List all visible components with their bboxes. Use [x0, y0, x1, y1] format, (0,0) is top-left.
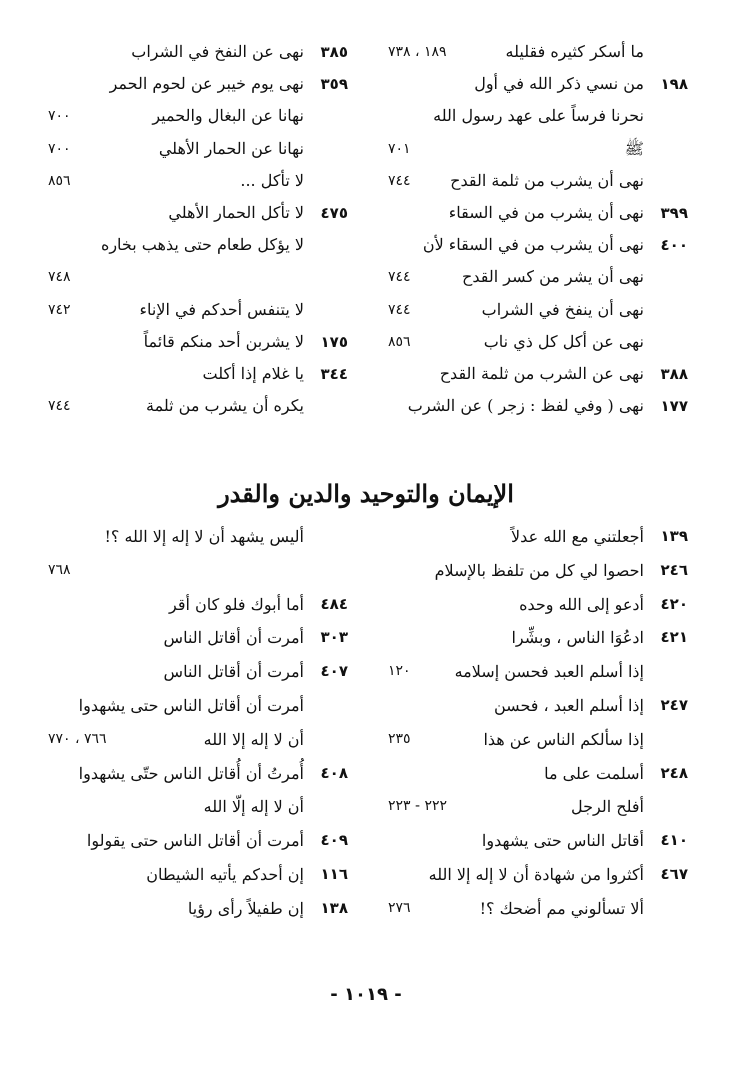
index-entry [388, 68, 688, 100]
entry-number: ٤٠٩ [320, 831, 348, 850]
index-entry [388, 36, 688, 68]
entry-text: ﷺ [624, 138, 644, 158]
index-entry [48, 390, 348, 422]
entry-text: إن طفيلاً رأى رؤيا [187, 898, 304, 918]
entry-page-ref: ٢٣٥ [388, 730, 411, 747]
section-heading: الإيمان والتوحيد والدين والقدر [218, 479, 514, 508]
entry-number: ٤٨٤ [320, 594, 348, 613]
entry-number: ٤٢١ [660, 628, 688, 647]
entry-page-ref: ٢٧٦ [388, 899, 411, 916]
entry-text: نهى أن يشرب من في السقاء [448, 202, 644, 222]
entry-text: أن لا إله إلّا الله [203, 797, 304, 817]
index-entry [388, 165, 688, 197]
entry-number: ٣٥٩ [320, 75, 348, 94]
index-entry [48, 358, 348, 390]
index-entry [388, 358, 688, 390]
entry-text: أسلمت على ما [544, 763, 644, 783]
index-entry [388, 723, 688, 757]
entry-text: نهانا عن البغال والحمير [152, 106, 304, 126]
entry-page-ref: ٧٦٦ ، ٧٧٠ [48, 730, 107, 747]
entry-text: نهى يوم خيبر عن لحوم الحمر [109, 74, 304, 94]
entry-text: أجعلتني مع الله عدلاً [511, 527, 644, 546]
entry-number: ٤٧٥ [320, 203, 348, 222]
index-entry [48, 36, 348, 68]
entry-page-ref: ٧٤٤ [388, 301, 411, 318]
index-entry [48, 294, 348, 326]
entry-page-ref: ٧٤٤ [388, 269, 411, 286]
entry-number: ٢٤٧ [660, 695, 688, 714]
index-entry [48, 68, 348, 100]
entry-text: نهى عن الشرب من ثلمة القدح [439, 363, 644, 383]
entry-number: ٤٠٠ [660, 236, 688, 255]
entry-number: ٣٤٤ [320, 364, 348, 383]
entry-text: نهى ( وفي لفظ : زجر ) عن الشرب [407, 396, 644, 416]
entry-text: نهى أن يشرب من في السقاء لأن [422, 235, 644, 255]
entry-number: ١٧٧ [660, 397, 688, 416]
index-entry [388, 390, 688, 422]
entry-page-ref: ٧٠٠ [48, 108, 71, 125]
index-entry [388, 689, 688, 723]
entry-page-ref: ٧٤٤ [388, 172, 411, 189]
index-entry [388, 858, 688, 892]
index-entry [388, 824, 688, 858]
entry-number: ١١٦ [320, 864, 348, 883]
index-entry [388, 229, 688, 261]
entry-text: نهى أن ينفخ في الشراب [481, 299, 644, 319]
entry-page-ref: ٨٥٦ [48, 172, 71, 189]
entry-text: أمرت أن أقاتل الناس [163, 662, 304, 682]
entry-number: ١٣٨ [320, 898, 348, 917]
entry-page-ref: ٧٤٢ [48, 301, 71, 318]
index-entry [388, 892, 688, 926]
entry-page-ref: ٨٥٦ [388, 333, 411, 350]
entry-number: ٢٤٦ [660, 560, 688, 579]
entry-number: ٣٩٩ [660, 203, 688, 222]
entry-number: ٣٨٨ [660, 364, 688, 383]
index-entry [48, 655, 348, 689]
index-entry [48, 261, 348, 293]
entry-text: أما أبوك فلو كان أقر [169, 594, 304, 614]
index-entry [48, 824, 348, 858]
index-entry [48, 723, 348, 757]
entry-number: ٤١٠ [660, 831, 688, 850]
index-entry [388, 588, 688, 622]
lower-right-column [388, 520, 688, 926]
entry-text: ألا تسألوني مم أضحك ؟! [479, 898, 644, 918]
entry-number: ٢٤٨ [660, 763, 688, 782]
entry-text: من نسي ذكر الله في أول [474, 74, 644, 94]
entry-number: ٤٠٨ [320, 763, 348, 782]
index-entry [388, 133, 688, 165]
entry-text: يا غلام إذا أكلت [202, 363, 304, 383]
entry-number: ٤٠٧ [320, 662, 348, 681]
index-entry [48, 520, 348, 554]
entry-text: أدعو إلى الله وحده [519, 594, 644, 614]
entry-number: ١٧٥ [320, 332, 348, 351]
entry-page-ref: ٧٦٨ [48, 561, 71, 578]
entry-number: ١٣٩ [660, 527, 688, 545]
entry-text: لا يشربن أحد منكم قائماً [143, 331, 304, 351]
entry-text: احصوا لي كل من تلفظ بالإسلام [434, 560, 644, 580]
entry-text: أُمرتُ أن أُقاتل الناس حتّى يشهدوا [78, 763, 304, 783]
entry-page-ref: ١٢٠ [388, 663, 411, 680]
entry-text: يكره أن يشرب من ثلمة [146, 396, 304, 416]
entry-page-ref: ٢٢٢ - ٢٢٣ [388, 798, 448, 815]
entry-page-ref: ٧٠٠ [48, 140, 71, 157]
entry-text: أفلح الرجل [571, 797, 644, 817]
entry-number: ١٩٨ [660, 75, 688, 94]
index-entry [48, 133, 348, 165]
entry-text: ادعُوَا الناس ، وبشِّرا [511, 628, 644, 648]
index-entry [48, 100, 348, 132]
entry-number: ٤٦٧ [660, 864, 688, 883]
entry-text: إذا أسلم العبد فحسن إسلامه [454, 662, 644, 682]
entry-text: نهى عن أكل كل ذي ناب [483, 331, 644, 351]
entry-text: نهى عن النفخ في الشراب [131, 42, 304, 61]
entry-text: نهى أن يشرب من ثلمة القدح [450, 170, 644, 190]
entry-text: إذا أسلم العبد ، فحسن [493, 695, 644, 715]
index-entry [48, 554, 348, 588]
entry-text: أمرت أن أقاتل الناس [163, 628, 304, 648]
index-entry [48, 689, 348, 723]
entry-text: أمرت أن أقاتل الناس حتى يشهدوا [78, 695, 304, 715]
entry-text: أمرت أن أقاتل الناس حتى يقولوا [86, 831, 304, 851]
entry-number: ٣٠٣ [320, 628, 348, 647]
index-entry [388, 757, 688, 791]
upper-left-column [48, 36, 348, 422]
entry-text: نحرنا فرساً على عهد رسول الله [433, 106, 644, 126]
upper-right-column [388, 36, 688, 422]
index-entry [388, 554, 688, 588]
entry-number: ٣٨٥ [320, 43, 348, 61]
lower-left-column [48, 520, 348, 926]
index-entry [48, 757, 348, 791]
entry-text: ما أسكر كثيره فقليله [505, 42, 644, 61]
index-entry [388, 520, 688, 554]
entry-page-ref: ٧٤٤ [48, 398, 71, 415]
index-entry [48, 588, 348, 622]
index-entry [388, 100, 688, 132]
page-number: - ١٠١٩ - [330, 984, 402, 1005]
entry-text: أليس يشهد أن لا إله إلا الله ؟! [104, 527, 304, 546]
entry-text: لا يتنفس أحدكم في الإناء [139, 299, 304, 319]
index-entry [388, 655, 688, 689]
entry-number: ٤٢٠ [660, 594, 688, 613]
entry-text: لا يؤكل طعام حتى يذهب بخاره [100, 235, 304, 255]
entry-text: أكثروا من شهادة أن لا إله إلا الله [428, 864, 644, 884]
entry-page-ref: ١٨٩ ، ٧٣٨ [388, 44, 447, 60]
index-entry [48, 621, 348, 655]
entry-text: أقاتل الناس حتى يشهدوا [481, 831, 644, 851]
index-entry [48, 892, 348, 926]
index-entry [48, 858, 348, 892]
index-entry [388, 294, 688, 326]
index-entry [48, 197, 348, 229]
index-entry [388, 326, 688, 358]
index-entry [48, 165, 348, 197]
entry-text: إن أحدكم يأتيه الشيطان [146, 864, 304, 884]
entry-text: لا تأكل الحمار الأهلي [168, 202, 304, 222]
index-entry [48, 229, 348, 261]
entry-text: أن لا إله إلا الله [203, 729, 304, 749]
index-entry [48, 326, 348, 358]
index-entry [388, 621, 688, 655]
entry-text: إذا سألكم الناس عن هذا [483, 729, 644, 749]
index-entry [48, 790, 348, 824]
entry-text: نهى أن يشر من كسر القدح [462, 267, 644, 287]
entry-text: نهانا عن الحمار الأهلي [158, 138, 304, 158]
index-entry [388, 197, 688, 229]
entry-page-ref: ٧٤٨ [48, 269, 71, 286]
entry-text: لا تأكل ... [240, 170, 304, 190]
index-entry [388, 790, 688, 824]
index-entry [388, 261, 688, 293]
entry-page-ref: ٧٠١ [388, 140, 411, 157]
